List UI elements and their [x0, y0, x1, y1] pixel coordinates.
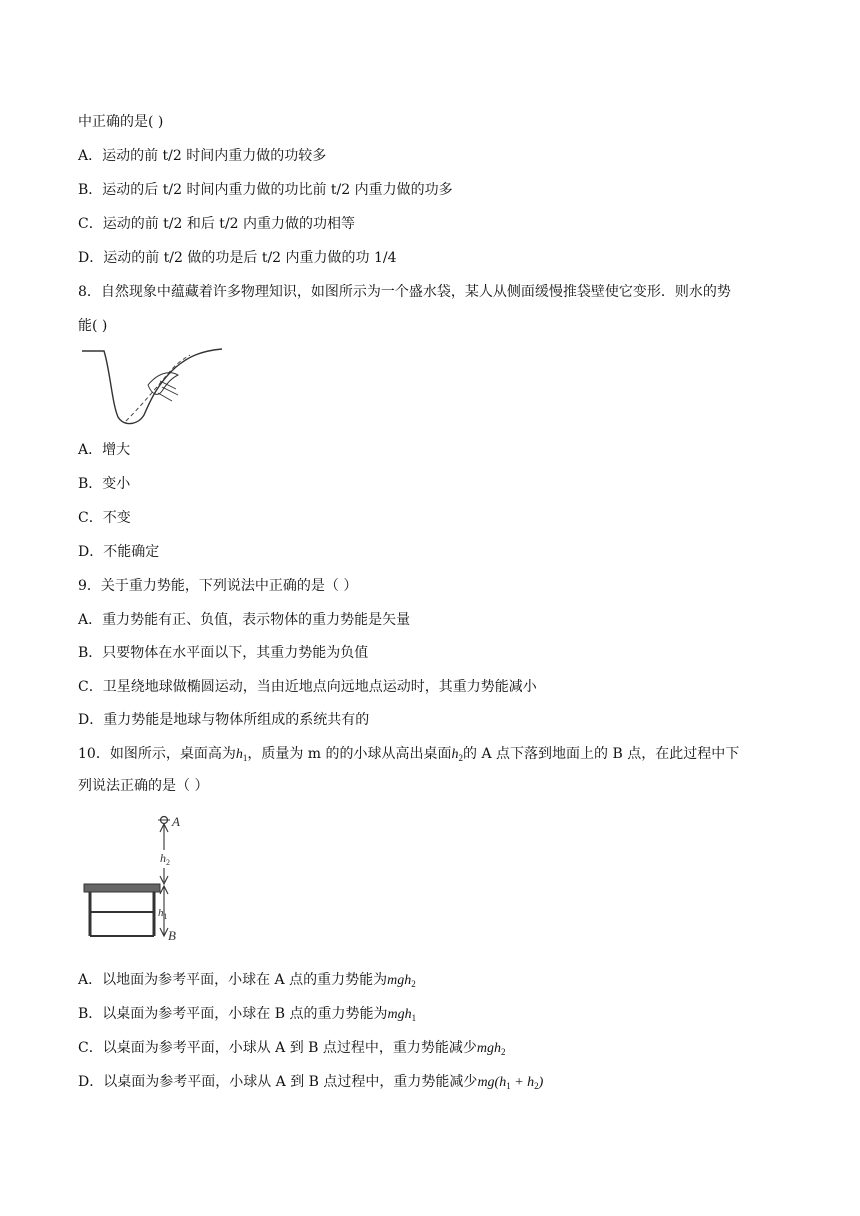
q10-h2: $h_2$ [451, 747, 464, 763]
q8-option-c: C．不变 [78, 510, 131, 526]
water-bag-figure [80, 345, 225, 427]
q8-stem-line2: 能( ) [78, 318, 108, 334]
figure-label-h2: $h_2$ [160, 851, 170, 867]
q10-stem-part-a: 10．如图所示，桌面高为 [78, 746, 236, 762]
q8-option-b: B．变小 [78, 476, 131, 492]
q10-stem-line2: 列说法正确的是（ ） [78, 778, 209, 794]
q10-stem-part-c: 的 A 点下落到地面上的 B 点，在此过程中下 [463, 746, 740, 762]
q8-option-a: A．增大 [78, 442, 131, 458]
q9-option-d: D．重力势能是地球与物体所组成的系统共有的 [78, 712, 370, 728]
figure-label-a: A [172, 814, 180, 829]
q9-option-a: A．重力势能有正、负值，表示物体的重力势能是矢量 [78, 612, 411, 628]
figure-label-h1: $h_1$ [158, 907, 168, 921]
q9-option-b: B．只要物体在水平面以下，其重力势能为负值 [78, 645, 369, 661]
table-height-figure [80, 812, 190, 944]
q7-option-a: A．运动的前 t/2 时间内重力做的功较多 [78, 148, 327, 164]
q10-stem-line1 [78, 744, 739, 768]
q10-stem-part-b: ，质量为 m 的的小球从高出桌面 [247, 746, 452, 762]
q7-option-b: B．运动的后 t/2 时间内重力做的功比前 t/2 内重力做的功多 [78, 182, 453, 198]
q10-option-c: C．以桌面为参考平面，小球从 A 到 B 点过程中，重力势能减少mgh$_2$ [78, 1040, 506, 1057]
q9-option-c: C．卫星绕地球做椭圆运动，当由近地点向远地点运动时，其重力势能减小 [78, 679, 537, 695]
q7-stem-tail: 中正确的是( ) [78, 114, 164, 130]
q9-stem: 9．关于重力势能，下列说法中正确的是（ ） [78, 578, 358, 594]
q8-option-d: D．不能确定 [78, 544, 160, 560]
q7-option-c: C．运动的前 t/2 和后 t/2 内重力做的功相等 [78, 216, 356, 232]
q7-option-d: D．运动的前 t/2 做的功是后 t/2 内重力做的功 1/4 [78, 250, 397, 266]
q10-option-b: B．以桌面为参考平面，小球在 B 点的重力势能为mgh$_1$ [78, 1006, 417, 1023]
q10-option-d: D．以桌面为参考平面，小球从 A 到 B 点过程中，重力势能减少$mg(h_1 + h_2)$ [78, 1074, 544, 1091]
q10-option-a: A．以地面为参考平面，小球在 A 点的重力势能为mgh$_2$ [78, 972, 416, 989]
q8-stem-line1: 8．自然现象中蕴藏着许多物理知识，如图所示为一个盛水袋，某人从侧面缓慢推袋壁使它变形．则水的势 [78, 284, 731, 300]
figure-label-b: B [168, 928, 176, 943]
q10-h1: $h_1$ [235, 747, 248, 763]
